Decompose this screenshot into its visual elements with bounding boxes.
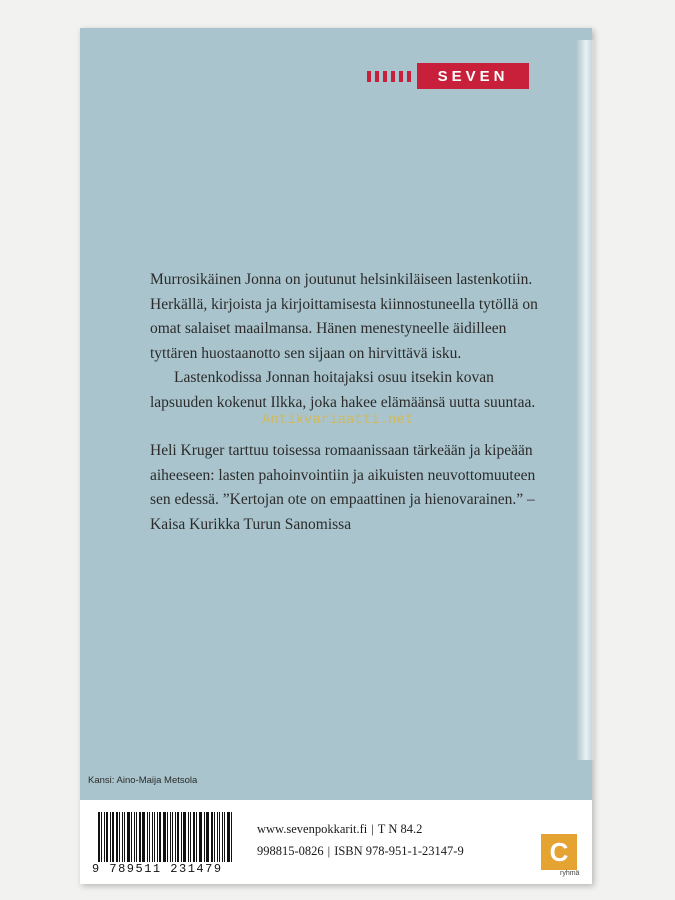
cover-credit: Kansi: Aino-Maija Metsola: [88, 775, 198, 786]
barcode-bar: [181, 812, 182, 862]
separator: |: [371, 822, 374, 836]
barcode-bar: [199, 812, 200, 862]
barcode-bar: [159, 812, 161, 862]
barcode-bar: [183, 812, 186, 862]
class-code: T N 84.2: [377, 822, 423, 836]
barcode-bar: [206, 812, 209, 862]
barcode-bar: [196, 812, 197, 862]
barcode-bar: [142, 812, 145, 862]
barcode-bar: [163, 812, 166, 862]
isbn: ISBN 978-951-1-23147-9: [334, 844, 464, 858]
barcode-bar: [219, 812, 220, 862]
barcode-bar: [193, 812, 195, 862]
barcode-bar: [122, 812, 123, 862]
barcode-bar: [147, 812, 148, 862]
barcode-bar: [170, 812, 171, 862]
barcode-bar: [136, 812, 137, 862]
barcode-bar: [116, 812, 118, 862]
barcode-bar: [172, 812, 173, 862]
barcode-bar: [231, 812, 232, 862]
barcode-bar: [167, 812, 168, 862]
blurb-paragraph-1: Murrosikäinen Jonna on joutunut helsinkiläiseen lastenkotiin. Herkällä, kirjoista ja kirjoittamisesta kiinnostuneella tytöllä on omat salaiset maailmansa. Hänen menestyneelle äidilleen tyttären huostaanotto sen sijaan on hirvittävä isku.: [150, 271, 538, 362]
barcode-bar: [127, 812, 130, 862]
barcode-bar: [217, 812, 218, 862]
barcode-bar: [134, 812, 135, 862]
publisher-info: [257, 818, 464, 862]
barcode-bar: [188, 812, 189, 862]
barcode-bar: [139, 812, 141, 862]
publisher-line-1: [257, 818, 464, 840]
barcode-number: 9 789511 231479: [92, 862, 223, 876]
barcode-bar: [124, 812, 125, 862]
barcode-bar: [152, 812, 154, 862]
barcode-bar: [104, 812, 105, 862]
product-code: 998815-0826: [257, 844, 324, 858]
website-link[interactable]: www.sevenpokkarit.fi: [257, 822, 368, 836]
barcode-bar: [190, 812, 191, 862]
barcode-bar: [177, 812, 179, 862]
barcode-bar: [106, 812, 109, 862]
barcode-bar: [101, 812, 102, 862]
barcode-bar: [131, 812, 133, 862]
publisher-logo: [367, 63, 529, 89]
category-label: ryhmä: [560, 870, 580, 877]
blurb-paragraph-2: Lastenkodissa Jonnan hoitajaksi osuu itsekin kovan lapsuuden kokenut Ilkka, joka hakee elämäänsä uutta suuntaa.: [150, 369, 536, 411]
barcode: [98, 812, 234, 862]
barcode-bar: [112, 812, 114, 862]
barcode-bar: [157, 812, 158, 862]
barcode-bar: [224, 812, 225, 862]
barcode-bar: [149, 812, 150, 862]
barcode-bar: [110, 812, 111, 862]
barcode-bar: [98, 812, 100, 862]
category-badge: C: [541, 834, 577, 870]
barcode-bar: [214, 812, 215, 862]
barcode-bar: [200, 812, 202, 862]
barcode-bar: [154, 812, 155, 862]
blurb-paragraph-3: Heli Kruger tarttuu toisessa romaanissaan tärkeään ja kipeään aiheeseen: lasten pahoinvointiin ja aikuisten neuvottomuuteen sen edessä. ”Kertojan ote on empaattinen ja hienovarainen.” – Kaisa Kurikka Turun Sanomissa: [150, 442, 536, 533]
barcode-bar: [222, 812, 224, 862]
plastic-shine: [576, 40, 594, 760]
barcode-bar: [227, 812, 230, 862]
publisher-line-2: [257, 840, 464, 862]
barcode-bar: [204, 812, 205, 862]
logo-text: SEVEN: [417, 63, 529, 89]
logo-bars: [367, 71, 411, 82]
blurb-text: [150, 268, 550, 537]
barcode-bar: [175, 812, 177, 862]
separator: |: [327, 844, 331, 858]
watermark: Antikvariaatti.net: [262, 412, 414, 428]
barcode-bar: [119, 812, 120, 862]
barcode-bar: [211, 812, 213, 862]
